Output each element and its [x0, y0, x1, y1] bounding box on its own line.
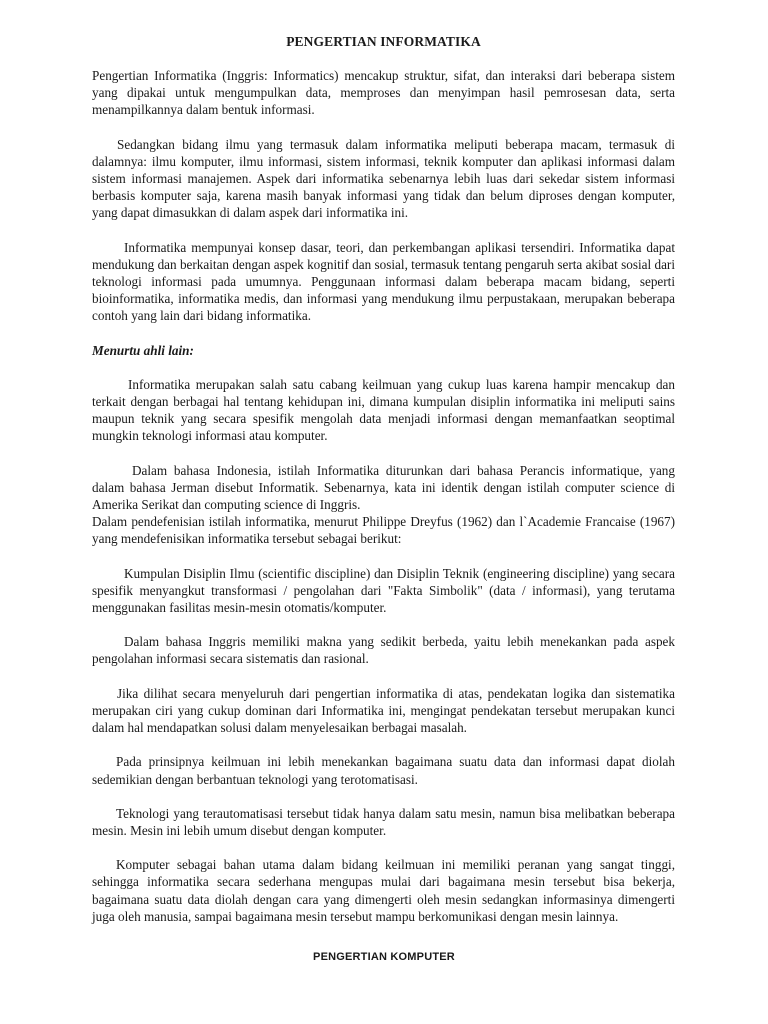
- paragraph-konsep-dasar: Informatika mempunyai konsep dasar, teori, dan perkembangan aplikasi tersendiri. Informatika dapat mendukung dan berkaitan dengan aspek kognitif dan sosial, termasuk tentang pengaruh serta akibat sosial dari teknologi informasi pada umumnya. Penggunaan informasi dalam beberapa macam bidang, seperti bioinformatika, informatika medis, dan informasi yang mendukung ilmu perpustakaan, merupakan beberapa contoh yang lain dari bidang informatika.: [92, 239, 675, 324]
- paragraph-prinsipnya: Pada prinsipnya keilmuan ini lebih menekankan bagaimana suatu data dan informasi dapat diolah sedemikian dengan berbantuan teknologi yang terotomatisasi.: [92, 754, 675, 787]
- paragraph-kumpulan-disiplin: Kumpulan Disiplin Ilmu (scientific discipline) dan Disiplin Teknik (engineering discipline) yang secara spesifik menyangkut transformasi / pengolahan dari "Fakta Simbolik" (data / informasi), yang terutama menggunakan fasilitas mesin-mesin otomatis/komputer.: [92, 565, 675, 616]
- paragraph-bahasa-inggris: Dalam bahasa Inggris memiliki makna yang sedikit berbeda, yaitu lebih menekankan pada aspek pengolahan informasi secara sistematis dan rasional.: [92, 634, 675, 667]
- paragraph-intro: Pengertian Informatika (Inggris: Informatics) mencakup struktur, sifat, dan interaksi dari beberapa sistem yang dipakai untuk mengumpulkan data, memproses dan menyimpan hasil pemrosesan data, serta menampilkannya dalam bentuk informasi.: [92, 68, 675, 118]
- paragraph-teknologi: Teknologi yang terautomatisasi tersebut tidak hanya dalam satu mesin, namun bisa melibatkan beberapa mesin. Mesin ini lebih umum disebut dengan komputer.: [92, 805, 675, 838]
- document-title: PENGERTIAN INFORMATIKA: [286, 34, 481, 49]
- next-section-title: PENGERTIAN KOMPUTER: [313, 951, 455, 963]
- paragraph-bidang-ilmu: Sedangkan bidang ilmu yang termasuk dalam informatika meliputi beberapa macam, termasuk di dalamnya: ilmu komputer, ilmu informasi, sistem informasi, teknik komputer dan aplikasi informasi dalam sistem informasi manajemen. Aspek dari informatika sebenarnya lebih luas dari sekedar sistem informasi berbasis komputer saja, karena masih banyak informasi yang tidak dan belum diproses dengan komputer, yang dapat dimasukkan di dalam aspek dari informatika ini.: [92, 136, 675, 221]
- paragraph-komputer: Komputer sebagai bahan utama dalam bidang keilmuan ini memiliki peranan yang sangat tinggi, sehingga informatika secara sederhana mengupas mulai dari bagaimana mesin tersebut bisa bekerja, bagaimana suatu data diolah dengan cara yang dimengerti oleh mesin sedangkan informasinya dimengerti juga oleh manusia, sampai bagaimana mesin tersebut mampu berkomunikasi dengan mesin lainnya.: [92, 857, 675, 924]
- paragraph-bahasa-indonesia: Dalam bahasa Indonesia, istilah Informatika diturunkan dari bahasa Perancis informatique, yang dalam bahasa Jerman disebut Informatik. Sebenarnya, kata ini identik dengan istilah computer science di Amerika Serikat dan computing science di Inggris.: [92, 462, 675, 513]
- paragraph-pendefenisian: Dalam pendefenisian istilah informatika, menurut Philippe Dreyfus (1962) dan l`Academie Francaise (1967) yang mendefenisikan informatika tersebut sebagai berikut:: [92, 514, 675, 547]
- paragraph-cabang-keilmuan: Informatika merupakan salah satu cabang keilmuan yang cukup luas karena hampir mencakup dan terkait dengan berbagai hal tentang kehidupan ini, dimana kumpulan disiplin informatika ini meliputi sains maupun teknik yang secara spesifik mengolah data menjadi informasi dengan memanfaatkan seoptimal mungkin teknologi informasi atau komputer.: [92, 376, 675, 444]
- document-page: [92, 34, 675, 942]
- subheading-menurut-ahli: Menurtu ahli lain:: [92, 342, 194, 358]
- paragraph-menyeluruh: Jika dilihat secara menyeluruh dari pengertian informatika di atas, pendekatan logika dan sistematika merupakan ciri yang cukup dominan dari Informatika ini, mengingat pendekatan tersebut merupakan kunci dalam hal mendapatkan solusi dalam menyelesaikan berbagai masalah.: [92, 685, 675, 736]
